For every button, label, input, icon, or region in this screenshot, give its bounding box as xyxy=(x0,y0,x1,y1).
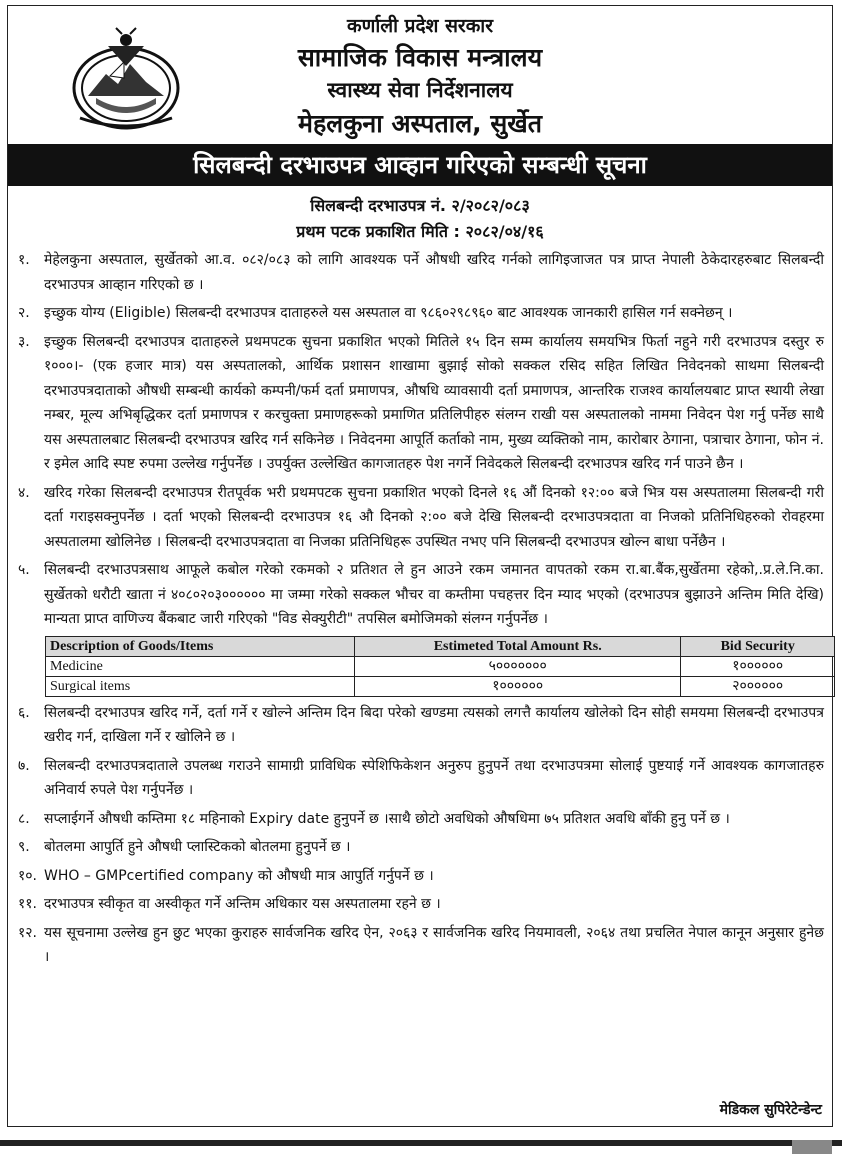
bottom-divider xyxy=(0,1140,842,1146)
item-number: ८. xyxy=(18,810,30,827)
table-cell: Surgical items xyxy=(46,676,355,696)
column-header: Description of Goods/Items xyxy=(46,636,355,656)
tender-number: सिलबन्दी दरभाउपत्र नं. २/२०८२/०८३ xyxy=(310,196,530,215)
published-date: प्रथम पटक प्रकाशित मिति : २०८२/०४/१६ xyxy=(296,222,544,241)
notice-body xyxy=(18,248,824,974)
item-text: बोतलमा आपुर्ति हुने औषधी प्लास्टिकको बोतलमा हुनुपर्ने छ । xyxy=(44,839,351,855)
item-number: १२. xyxy=(18,924,38,941)
notice-title-banner: सिलबन्दी दरभाउपत्र आव्हान गरिएको सम्बन्धी सूचना xyxy=(8,144,832,186)
province-government: कर्णाली प्रदेश सरकार xyxy=(346,15,493,37)
item-text: यस सूचनामा उल्लेख हुन छुट भएका कुराहरु सार्वजनिक खरिद ऐन, २०६३ र सार्वजनिक खरिद नियमावली, २०६४ तथा प्रचलित नेपाल कानून अनुसार हुनेछ । xyxy=(44,924,824,965)
column-header: Bid Security xyxy=(681,636,835,656)
item-text: सिलबन्दी दरभाउपत्रदाताले उपलब्ध गराउने सामाग्री प्राविधिक स्पेशिफिकेशन अनुरुप हुनुपर्ने तथा दरभाउपत्रमा सोलाई पुष्टयाई गर्ने आवश्यक कागजातहरु अनिवार्य रुपले पेश गर्नुपर्नेछ । xyxy=(44,757,824,798)
table-cell: १०००००० xyxy=(355,676,681,696)
item-number: ११. xyxy=(18,896,38,912)
table-cell: Medicine xyxy=(46,656,355,676)
item-text: दरभाउपत्र स्वीकृत वा अस्वीकृत गर्ने अन्तिम अधिकार यस अस्पतालमा रहने छ । xyxy=(44,896,441,912)
item-number: ७. xyxy=(18,757,30,774)
item-text: सप्लाईगर्ने औषधी कम्तिमा १८ महिनाको Expiry date हुनुपर्ने छ ।साथै छोटो अवधिको औषधिमा ७५ प्रतिशत अवधि बाँकी हुनु पर्ने छ । xyxy=(44,810,730,827)
list-item xyxy=(18,864,824,889)
list-item xyxy=(18,921,824,970)
item-number: ३. xyxy=(18,333,30,350)
list-item xyxy=(18,892,824,917)
table-row xyxy=(46,656,835,676)
item-number: ९. xyxy=(18,839,30,855)
list-item xyxy=(18,330,824,477)
ministry-name: सामाजिक विकास मन्त्रालय xyxy=(297,43,543,72)
item-text: इच्छुक योग्य (Eligible) सिलबन्दी दरभाउपत्र दाताहरुले यस अस्पताल वा ९८६०२९८९६० बाट आवश्यक जानकारी हासिल गर्न सक्नेछन् । xyxy=(44,305,733,321)
header xyxy=(8,6,832,144)
list-item xyxy=(18,248,824,297)
item-text: सिलबन्दी दरभाउपत्र खरिद गर्ने, दर्ता गर्ने र खोल्ने अन्तिम दिन बिदा परेको खण्डमा त्यसको लगत्तै कार्यालय खोलेको दिन सोही समयमा सिलबन्दी दरभाउपत्र खरीद गर्न, दाखिला गर्ने र खोलिने छ । xyxy=(44,704,824,745)
item-number: ६. xyxy=(18,704,30,721)
item-number: २. xyxy=(18,305,30,321)
hospital-name: मेहलकुना अस्पताल, सुर्खेत xyxy=(298,109,542,138)
notice-frame xyxy=(7,5,833,1127)
list-item xyxy=(18,301,824,326)
table-cell: २०००००० xyxy=(681,676,835,696)
column-header: Estimeted Total Amount Rs. xyxy=(355,636,681,656)
item-text: इच्छुक सिलबन्दी दरभाउपत्र दाताहरुले प्रथमपटक सुचना प्रकाशित भएको मितिले १५ दिन सम्म कार्यालय समयभित्र फिर्ता नहुने गरी दरभाउपत्र दस्तुर रु १०००।- (एक हजार मात्र) यस अस्पतालको, आर्थिक प्रशासन शाखामा बुझाई सोको सक्कल रसिद सहित लिखित निवेदनको साथमा सिलबन्दी दरभाउपत्रदाताको औषधी सम्बन्धी कार्यको कम्पनी/फर्म दर्ता प्रमाणपत्र, औषधि व्यावसायी दर्ता प्रमाणपत्र, आन्तरिक राजश्व कार्यालयबाट प्राप्त स्थायी लेखा नम्बर, मूल्य अभिबृद्धिकर दर्ता प्रमाणपत्र र करचुक्ता प्रमाणहरूको प्रमाणित प्रतिलिपीहरु संलग्न राखी यस अस्पतालको नाममा निवेदन पेश गर्नु पर्नेछ साथै यस अस्पतालबाट सिलबन्दी दरभाउपत्र खरिद गर्न सकिनेछ । निवेदनमा आपूर्ति कर्ताको नाम, मुख्य व्यक्तिको नाम, कारोबार ठेगाना, पत्राचार ठेगाना, फोन नं. र इमेल आदि स्पष्ट रुपमा उल्लेख गर्नुपर्नेछ । उपर्युक्त उल्लेखित कागजातहरु पेश नगर्ने निवेदकले सिलबन्दी दरभाउपत्र खरिद गर्न पाउने छैन । xyxy=(44,333,824,472)
item-number: ४. xyxy=(18,484,30,501)
list-item xyxy=(18,807,824,832)
table-header-row xyxy=(46,636,835,656)
bottom-corner-mark xyxy=(792,1140,832,1154)
list-item xyxy=(18,835,824,860)
bid-security-table xyxy=(45,636,835,697)
table-cell: ५००००००० xyxy=(355,656,681,676)
table-row xyxy=(46,676,835,696)
list-item xyxy=(18,481,824,555)
item-text: सिलबन्दी दरभाउपत्रसाथ आफूले कबोल गरेको रकमको २ प्रतिशत ले हुन आउने रकम जमानत वापतको रकम रा.बा.बैंक,सुर्खेतमा रहेको,.प्र.ले.नि.का. सुर्खेतको धरौटी खाता नं ४०८०२०३०००००० मा जम्मा गरेको सक्कल भौचर वा कम्तीमा पचहत्तर दिन म्याद भएको (दरभाउपत्र बुझाउने अन्तिम मिति देखि) मान्यता प्राप्त वाणिज्य बैंकबाट जारी गरिएको "विड सेक्युरीटी" तपसिल बमोजिमको संलग्न गर्नुपर्नेछ । xyxy=(44,562,824,627)
signatory-title: मेडिकल सुपिरेटेन्डेन्ट xyxy=(719,1102,822,1118)
list-item xyxy=(18,754,824,803)
item-text: मेहेलकुना अस्पताल, सुर्खेतको आ.व. ०८२/०८३ को लागि आवश्यक पर्ने औषधी खरिद गर्नको लागिइजाजत पत्र प्राप्त नेपाली ठेकेदारहरुबाट सिलबन्दी दरभाउपत्र आव्हान गरिएको छ । xyxy=(44,252,824,293)
item-number: १०. xyxy=(18,867,38,884)
table-cell: १०००००० xyxy=(681,656,835,676)
item-text: खरिद गरेका सिलबन्दी दरभाउपत्र रीतपूर्वक भरी प्रथमपटक सुचना प्रकाशित भएको दिनले १६ औं दिनको १२:०० बजे भित्र यस अस्पतालमा सिलबन्दी गरी दर्ता गराइसक्नुपर्नेछ । दर्ता भएको सिलबन्दी दरभाउपत्र १६ औ दिनको २:०० बजे देखि सिलबन्दी दरभाउपत्रदाता वा निजको प्रतिनिधिहरुको रोवहरमा अस्पतालमा खोलिनेछ । सिलबन्दी दरभाउपत्रदाता वा निजका प्रतिनिधिहरू उपस्थित नभए पनि सिलबन्दी दरभाउपत्र खोल्न बाधा पर्नेछैन । xyxy=(44,484,824,550)
item-text: WHO – GMPcertified company को औषधी मात्र आपुर्ति गर्नुपर्ने छ । xyxy=(44,867,434,884)
directorate-name: स्वास्थ्य सेवा निर्देशनालय xyxy=(327,78,513,102)
item-number: ५. xyxy=(18,562,30,578)
item-number: १. xyxy=(18,252,30,268)
list-item xyxy=(18,701,824,750)
list-item xyxy=(18,558,824,632)
